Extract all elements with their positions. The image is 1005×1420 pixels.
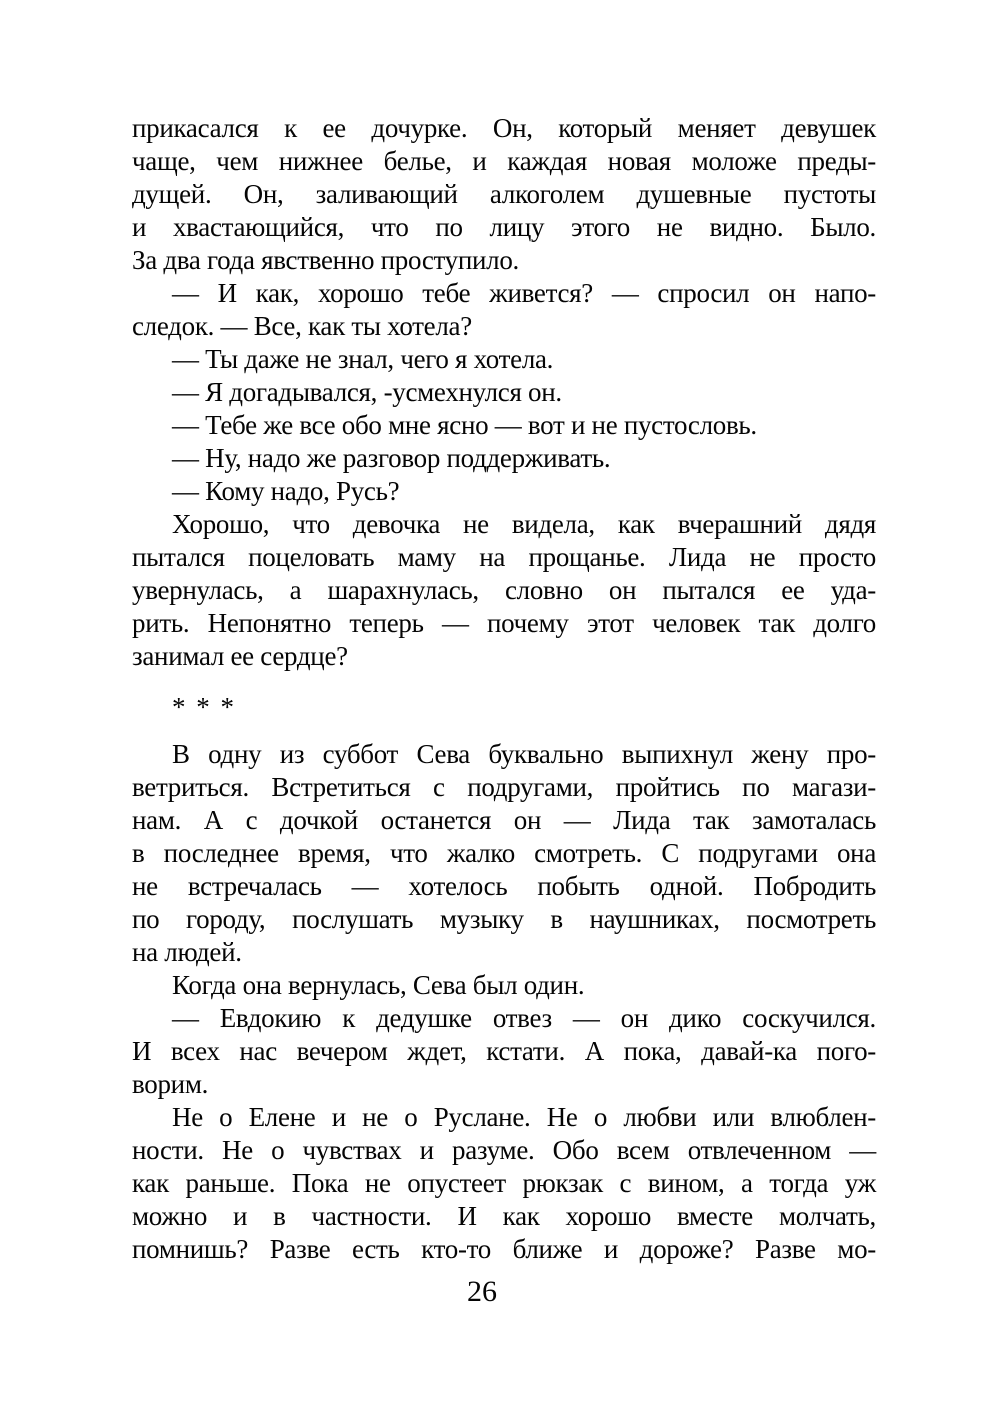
paragraph	[132, 508, 876, 673]
paragraph	[132, 738, 876, 969]
text-line: ворим.	[132, 1069, 209, 1099]
text-line: Не о Елене и не о Руслане. Не о любви или влюблен-	[172, 1102, 876, 1132]
text-line: пытался поцеловать маму на прощанье. Лида не просто	[132, 542, 876, 572]
text-line: на людей.	[132, 937, 242, 967]
text-line: в последнее время, что жалко смотреть. С подругами она	[132, 838, 876, 868]
text-line: дущей. Он, заливающий алкоголем душевные пустоты	[132, 179, 876, 209]
paragraph	[132, 376, 876, 409]
text-line: чаще, чем нижнее белье, и каждая новая моложе преды-	[132, 146, 876, 176]
text-line: — Я догадывался, -усмехнулся он.	[172, 377, 562, 407]
text-line: как раньше. Пока не опустеет рюкзак с вином, а тогда уж	[132, 1168, 876, 1198]
text-line: можно и в частности. И как хорошо вместе молчать,	[132, 1201, 876, 1231]
paragraph	[132, 1002, 876, 1101]
paragraph	[132, 112, 876, 277]
text-line: по городу, послушать музыку в наушниках, посмотреть	[132, 904, 876, 934]
text-line: помнишь? Разве есть кто-то ближе и дороже? Разве мо-	[132, 1234, 876, 1264]
text-line: — Евдокию к дедушке отвез — он дико соскучился.	[172, 1003, 876, 1033]
text-line: — Ну, надо же разговор поддерживать.	[172, 443, 611, 473]
text-line: В одну из суббот Сева буквально выпихнул жену про-	[172, 739, 876, 769]
page-text	[132, 112, 876, 1266]
text-line: — И как, хорошо тебе живется? — спросил он напо-	[172, 278, 876, 308]
text-line: не встречалась — хотелось побыть одной. Побродить	[132, 871, 876, 901]
text-line: рить. Непонятно теперь — почему этот человек так долго	[132, 608, 876, 638]
text-line: увернулась, а шарахнулась, словно он пытался ее уда-	[132, 575, 876, 605]
text-line: и хвастающийся, что по лицу этого не видно. Было.	[132, 212, 876, 242]
text-line: Когда она вернулась, Сева был один.	[172, 970, 585, 1000]
paragraph	[132, 277, 876, 343]
text-line: ности. Не о чувствах и разуме. Обо всем отвлеченном —	[132, 1135, 876, 1165]
text-line: — Тебе же все обо мне ясно — вот и не пустословь.	[172, 410, 757, 440]
paragraph	[132, 475, 876, 508]
text-line: Хорошо, что девочка не видела, как вчерашний дядя	[172, 509, 876, 539]
section-separator: * * *	[172, 692, 236, 722]
text-line: нам. А с дочкой останется он — Лида так замоталась	[132, 805, 876, 835]
text-line: занимал ее сердце?	[132, 641, 348, 671]
paragraph	[132, 1101, 876, 1266]
paragraph	[132, 343, 876, 376]
text-line: И всех нас вечером ждет, кстати. А пока, давай-ка пого-	[132, 1036, 876, 1066]
text-line: — Ты даже не знал, чего я хотела.	[172, 344, 554, 374]
text-line: ветриться. Встретиться с подругами, пройтись по магази-	[132, 772, 876, 802]
paragraph	[132, 442, 876, 475]
text-line: За два года явственно проступило.	[132, 245, 520, 275]
paragraph	[132, 969, 876, 1002]
page-number: 26	[467, 1275, 497, 1308]
paragraph	[132, 409, 876, 442]
text-line: — Кому надо, Русь?	[172, 476, 400, 506]
text-line: следок. — Все, как ты хотела?	[132, 311, 472, 341]
text-line: прикасался к ее дочурке. Он, который меняет девушек	[132, 113, 876, 143]
